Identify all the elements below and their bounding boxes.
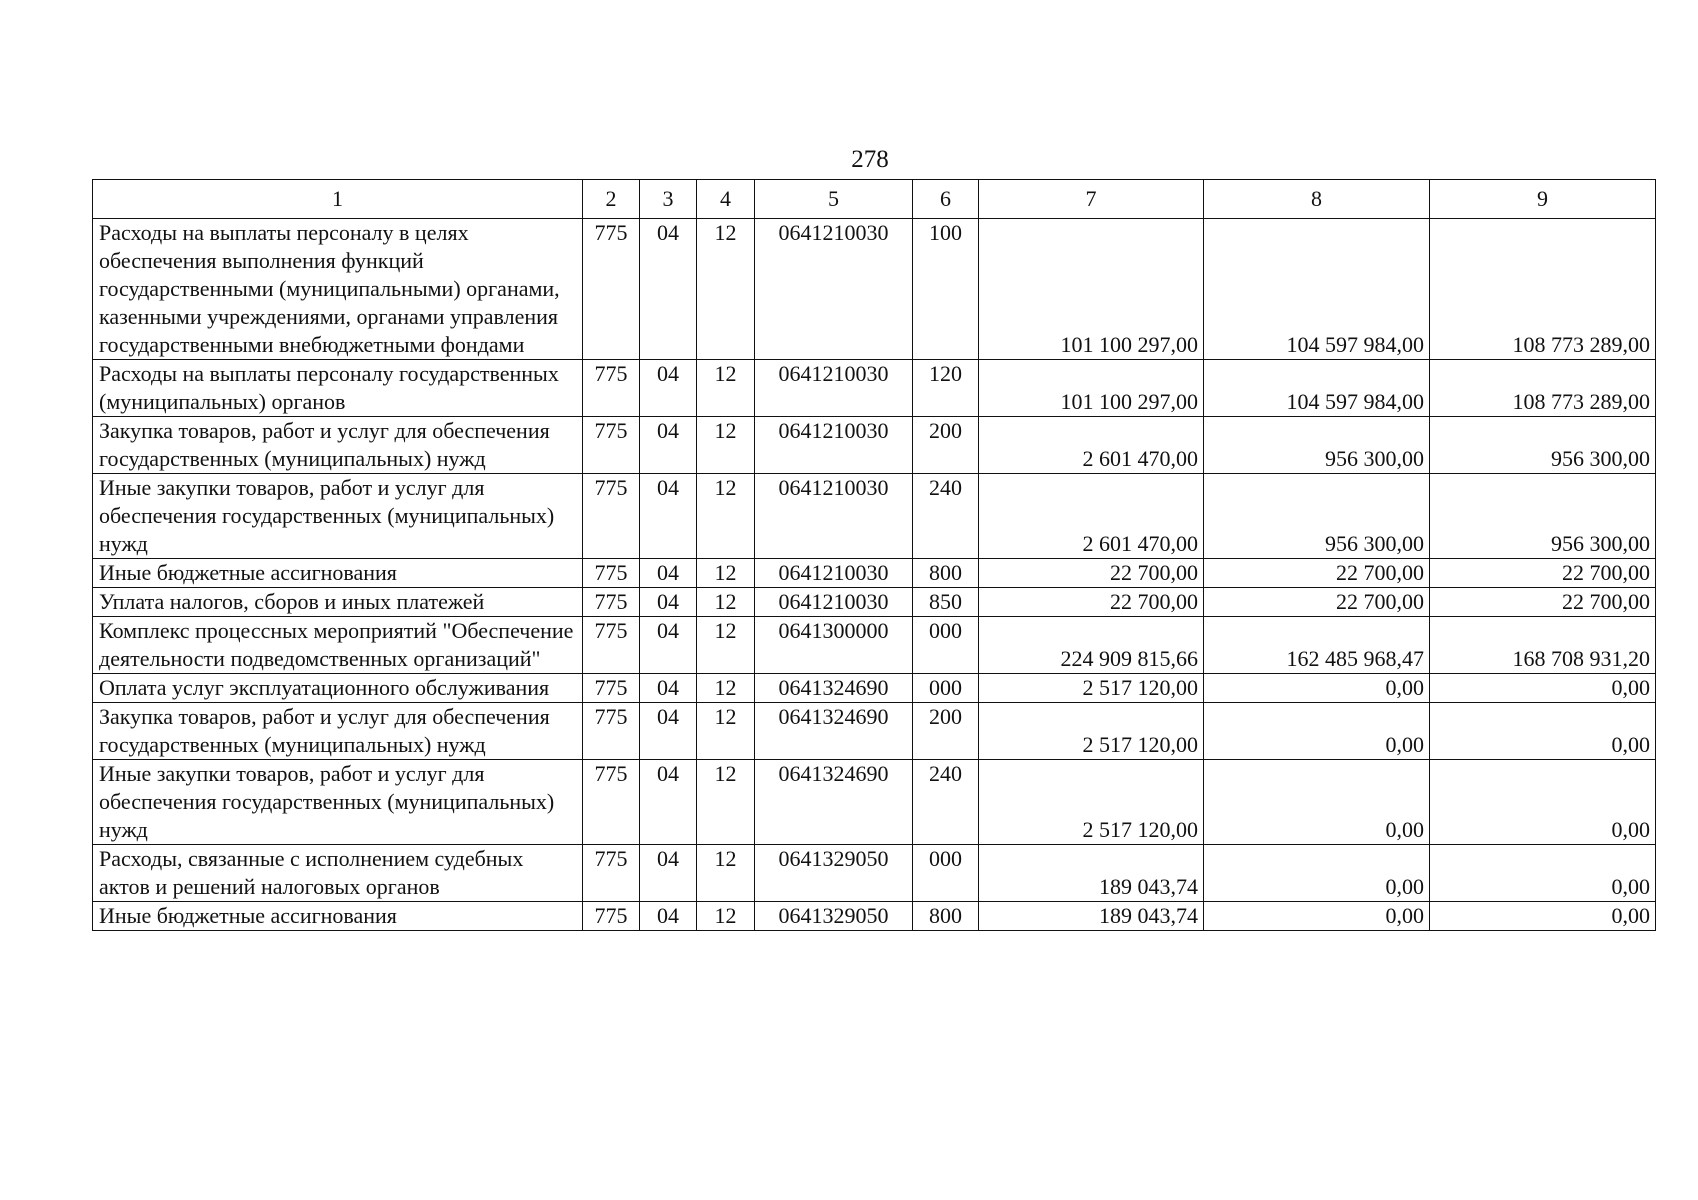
- amount-col7-cell: 101 100 297,00: [979, 360, 1204, 417]
- amount-col8-cell: 22 700,00: [1204, 588, 1430, 617]
- amount-col8-cell: 0,00: [1204, 760, 1430, 845]
- section-code-cell: 04: [640, 902, 697, 931]
- expense-type-code-cell: 000: [913, 674, 979, 703]
- subsection-code-cell: 12: [697, 703, 755, 760]
- amount-col7-cell: 22 700,00: [979, 559, 1204, 588]
- table-row: [93, 703, 1656, 760]
- expense-type-code-cell: 240: [913, 474, 979, 559]
- expense-type-code-cell: 200: [913, 417, 979, 474]
- amount-col9-cell: 956 300,00: [1430, 474, 1656, 559]
- expense-type-code-cell: 800: [913, 902, 979, 931]
- amount-col9-cell: 22 700,00: [1430, 559, 1656, 588]
- expense-name-cell: Иные бюджетные ассигнования: [93, 559, 583, 588]
- ministry-code-cell: 775: [583, 360, 640, 417]
- table-row: [93, 474, 1656, 559]
- target-article-code-cell: 0641300000: [755, 617, 913, 674]
- amount-col7-cell: 2 601 470,00: [979, 417, 1204, 474]
- section-code-cell: 04: [640, 360, 697, 417]
- expense-name-cell: Расходы, связанные с исполнением судебных актов и решений налоговых органов: [93, 845, 583, 902]
- table-row: [93, 417, 1656, 474]
- section-code-cell: 04: [640, 417, 697, 474]
- section-code-cell: 04: [640, 559, 697, 588]
- subsection-code-cell: 12: [697, 845, 755, 902]
- section-code-cell: 04: [640, 219, 697, 360]
- ministry-code-cell: 775: [583, 674, 640, 703]
- target-article-code-cell: 0641329050: [755, 845, 913, 902]
- target-article-code-cell: 0641324690: [755, 674, 913, 703]
- header-cell-6: 6: [913, 180, 979, 219]
- amount-col9-cell: 168 708 931,20: [1430, 617, 1656, 674]
- amount-col9-cell: 108 773 289,00: [1430, 360, 1656, 417]
- amount-col9-cell: 22 700,00: [1430, 588, 1656, 617]
- expense-type-code-cell: 100: [913, 219, 979, 360]
- section-code-cell: 04: [640, 474, 697, 559]
- subsection-code-cell: 12: [697, 559, 755, 588]
- amount-col8-cell: 104 597 984,00: [1204, 219, 1430, 360]
- expense-type-code-cell: 240: [913, 760, 979, 845]
- amount-col7-cell: 224 909 815,66: [979, 617, 1204, 674]
- header-cell-3: 3: [640, 180, 697, 219]
- amount-col9-cell: 0,00: [1430, 760, 1656, 845]
- budget-table: [92, 179, 1656, 931]
- amount-col9-cell: 956 300,00: [1430, 417, 1656, 474]
- expense-type-code-cell: 120: [913, 360, 979, 417]
- target-article-code-cell: 0641324690: [755, 760, 913, 845]
- table-row: [93, 760, 1656, 845]
- subsection-code-cell: 12: [697, 760, 755, 845]
- expense-name-cell: Закупка товаров, работ и услуг для обеспечения государственных (муниципальных) нужд: [93, 417, 583, 474]
- ministry-code-cell: 775: [583, 559, 640, 588]
- expense-type-code-cell: 800: [913, 559, 979, 588]
- ministry-code-cell: 775: [583, 760, 640, 845]
- amount-col7-cell: 2 601 470,00: [979, 474, 1204, 559]
- header-cell-8: 8: [1204, 180, 1430, 219]
- target-article-code-cell: 0641210030: [755, 219, 913, 360]
- table-row: [93, 845, 1656, 902]
- header-cell-1: 1: [93, 180, 583, 219]
- amount-col9-cell: 108 773 289,00: [1430, 219, 1656, 360]
- header-row: [93, 180, 1656, 219]
- expense-name-cell: Оплата услуг эксплуатационного обслуживания: [93, 674, 583, 703]
- amount-col9-cell: 0,00: [1430, 845, 1656, 902]
- amount-col8-cell: 956 300,00: [1204, 474, 1430, 559]
- ministry-code-cell: 775: [583, 703, 640, 760]
- section-code-cell: 04: [640, 617, 697, 674]
- expense-name-cell: Иные бюджетные ассигнования: [93, 902, 583, 931]
- target-article-code-cell: 0641210030: [755, 474, 913, 559]
- amount-col8-cell: 104 597 984,00: [1204, 360, 1430, 417]
- ministry-code-cell: 775: [583, 417, 640, 474]
- section-code-cell: 04: [640, 760, 697, 845]
- subsection-code-cell: 12: [697, 617, 755, 674]
- subsection-code-cell: 12: [697, 474, 755, 559]
- table-row: [93, 559, 1656, 588]
- subsection-code-cell: 12: [697, 588, 755, 617]
- subsection-code-cell: 12: [697, 219, 755, 360]
- section-code-cell: 04: [640, 674, 697, 703]
- expense-type-code-cell: 850: [913, 588, 979, 617]
- ministry-code-cell: 775: [583, 219, 640, 360]
- target-article-code-cell: 0641329050: [755, 902, 913, 931]
- expense-type-code-cell: 200: [913, 703, 979, 760]
- amount-col7-cell: 101 100 297,00: [979, 219, 1204, 360]
- target-article-code-cell: 0641210030: [755, 588, 913, 617]
- amount-col8-cell: 956 300,00: [1204, 417, 1430, 474]
- ministry-code-cell: 775: [583, 617, 640, 674]
- amount-col7-cell: 2 517 120,00: [979, 703, 1204, 760]
- amount-col9-cell: 0,00: [1430, 902, 1656, 931]
- header-cell-9: 9: [1430, 180, 1656, 219]
- ministry-code-cell: 775: [583, 474, 640, 559]
- section-code-cell: 04: [640, 845, 697, 902]
- expense-name-cell: Закупка товаров, работ и услуг для обеспечения государственных (муниципальных) нужд: [93, 703, 583, 760]
- amount-col9-cell: 0,00: [1430, 674, 1656, 703]
- target-article-code-cell: 0641324690: [755, 703, 913, 760]
- amount-col7-cell: 22 700,00: [979, 588, 1204, 617]
- amount-col8-cell: 162 485 968,47: [1204, 617, 1430, 674]
- expense-name-cell: Расходы на выплаты персоналу в целях обеспечения выполнения функций государственными (муниципальными) органами, казенными учреждениями, органами управления государственными внебюджетными фондами: [93, 219, 583, 360]
- expense-name-cell: Иные закупки товаров, работ и услуг для обеспечения государственных (муниципальных) нужд: [93, 474, 583, 559]
- table-row: [93, 617, 1656, 674]
- amount-col8-cell: 0,00: [1204, 703, 1430, 760]
- table-body: [93, 219, 1656, 931]
- subsection-code-cell: 12: [697, 674, 755, 703]
- expense-name-cell: Иные закупки товаров, работ и услуг для обеспечения государственных (муниципальных) нужд: [93, 760, 583, 845]
- amount-col7-cell: 2 517 120,00: [979, 760, 1204, 845]
- header-cell-5: 5: [755, 180, 913, 219]
- expense-type-code-cell: 000: [913, 845, 979, 902]
- amount-col8-cell: 22 700,00: [1204, 559, 1430, 588]
- subsection-code-cell: 12: [697, 417, 755, 474]
- amount-col7-cell: 2 517 120,00: [979, 674, 1204, 703]
- expense-name-cell: Уплата налогов, сборов и иных платежей: [93, 588, 583, 617]
- table-row: [93, 674, 1656, 703]
- table-row: [93, 588, 1656, 617]
- amount-col9-cell: 0,00: [1430, 703, 1656, 760]
- subsection-code-cell: 12: [697, 360, 755, 417]
- amount-col8-cell: 0,00: [1204, 674, 1430, 703]
- target-article-code-cell: 0641210030: [755, 360, 913, 417]
- section-code-cell: 04: [640, 703, 697, 760]
- expense-name-cell: Комплекс процессных мероприятий "Обеспечение деятельности подведомственных организаций": [93, 617, 583, 674]
- section-code-cell: 04: [640, 588, 697, 617]
- table-row: [93, 219, 1656, 360]
- amount-col8-cell: 0,00: [1204, 845, 1430, 902]
- subsection-code-cell: 12: [697, 902, 755, 931]
- amount-col7-cell: 189 043,74: [979, 902, 1204, 931]
- ministry-code-cell: 775: [583, 845, 640, 902]
- amount-col8-cell: 0,00: [1204, 902, 1430, 931]
- page-number: 278: [851, 146, 889, 173]
- table-row: [93, 902, 1656, 931]
- expense-name-cell: Расходы на выплаты персоналу государственных (муниципальных) органов: [93, 360, 583, 417]
- header-cell-7: 7: [979, 180, 1204, 219]
- header-cell-2: 2: [583, 180, 640, 219]
- target-article-code-cell: 0641210030: [755, 417, 913, 474]
- ministry-code-cell: 775: [583, 588, 640, 617]
- ministry-code-cell: 775: [583, 902, 640, 931]
- table-row: [93, 360, 1656, 417]
- expense-type-code-cell: 000: [913, 617, 979, 674]
- header-cell-4: 4: [697, 180, 755, 219]
- amount-col7-cell: 189 043,74: [979, 845, 1204, 902]
- target-article-code-cell: 0641210030: [755, 559, 913, 588]
